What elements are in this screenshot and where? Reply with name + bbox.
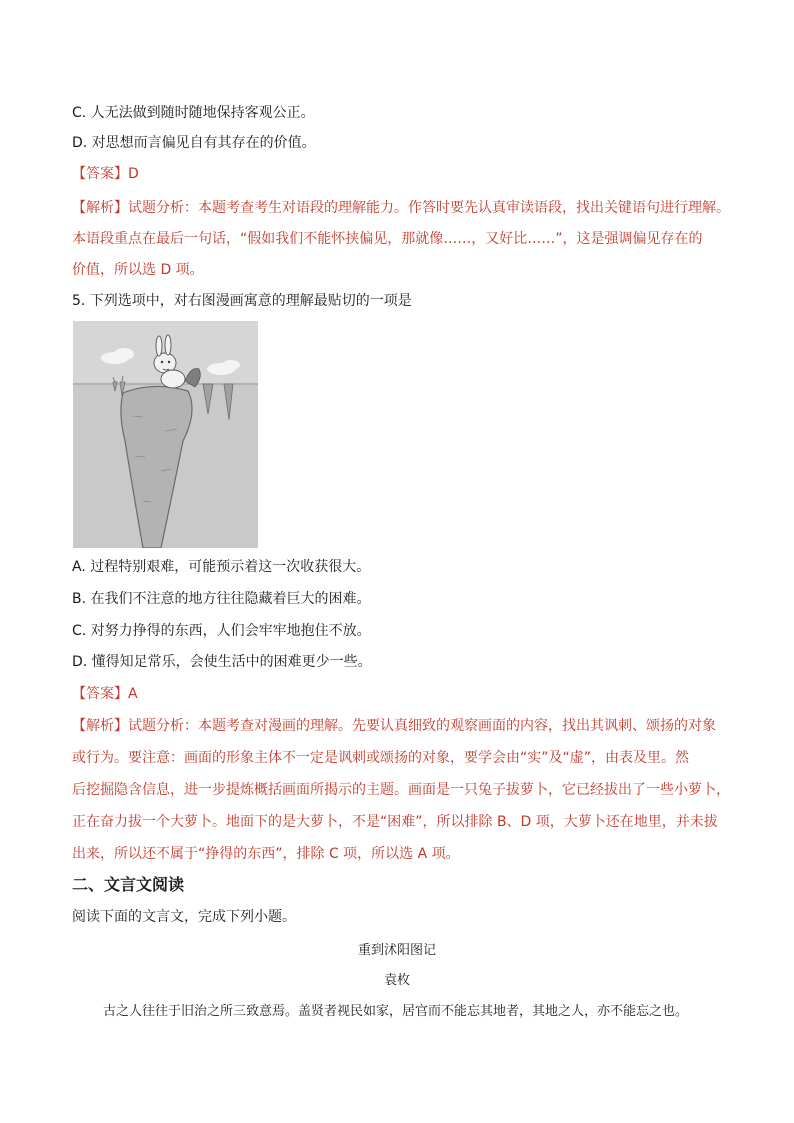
text-first-line: 古之人往往于旧治之所三致意焉。盖贤者视民如家，居官而不能忘其地者，其地之人，亦不能忘之也。 [103, 1004, 689, 1019]
section-instruction: 阅读下面的文言文，完成下列小题。 [72, 909, 296, 925]
analysis-tag: 【解析】 [72, 718, 128, 734]
analysis-line-1 [72, 198, 730, 218]
rabbit-carrot-cartoon [73, 321, 258, 548]
option-c: C. 人无法做到随时随地保持客观公正。 [72, 105, 315, 121]
text-title: 重到沭阳图记 [357, 943, 436, 958]
analysis-line-5: 出来，所以还不属于“挣得的东西”，排除 C 项，所以选 A 项。 [72, 846, 460, 862]
answer-line [72, 684, 138, 704]
option-a: A. 过程特别艰难，可能预示着这一次收获很大。 [72, 559, 371, 575]
option-b: B. 在我们不注意的地方往往隐藏着巨大的困难。 [72, 591, 371, 607]
answer-line [72, 164, 139, 184]
analysis-line-4: 正在奋力拔一个大萝卜。地面下的是大萝卜，不是“困难”，所以排除 B、D 项，大萝卜还在地里，并未拔 [72, 814, 718, 830]
option-d: D. 懂得知足常乐，会使生活中的困难更少一些。 [72, 654, 372, 670]
question-5-stem: 5. 下列选项中，对右图漫画寓意的理解最贴切的一项是 [72, 293, 412, 309]
analysis-line-3: 后挖掘隐含信息，进一步提炼概括画面所揭示的主题。画面是一只兔子拔萝卜，它已经拔出了一些小萝卜， [72, 782, 730, 798]
option-d: D. 对思想而言偏见自有其存在的价值。 [72, 135, 316, 151]
answer-value: D [128, 166, 139, 182]
answer-value: A [128, 686, 138, 702]
answer-tag: 【答案】 [72, 166, 128, 182]
analysis-text: 试题分析：本题考查对漫画的理解。先要认真细致的观察画面的内容，找出其讽刺、颂扬的对象 [128, 718, 716, 734]
section-heading: 二、文言文阅读 [72, 875, 185, 894]
option-c: C. 对努力挣得的东西，人们会牢牢地抱住不放。 [72, 623, 371, 639]
analysis-tag: 【解析】 [72, 200, 128, 216]
analysis-line-2: 本语段重点在最后一句话，“假如我们不能怀挟偏见，那就像……，又好比……”，这是强调偏见存在的 [72, 231, 703, 247]
analysis-line-1 [72, 716, 716, 736]
analysis-line-3: 价值，所以选 D 项。 [72, 262, 204, 278]
analysis-line-2: 或行为。要注意：画面的形象主体不一定是讽刺或颂扬的对象，要学会由“实”及“虚”，由表及里。然 [72, 750, 690, 766]
text-author: 袁枚 [383, 973, 410, 988]
analysis-text: 试题分析：本题考查考生对语段的理解能力。作答时要先认真审读语段，找出关键语句进行理解。 [128, 200, 730, 216]
answer-tag: 【答案】 [72, 686, 128, 702]
